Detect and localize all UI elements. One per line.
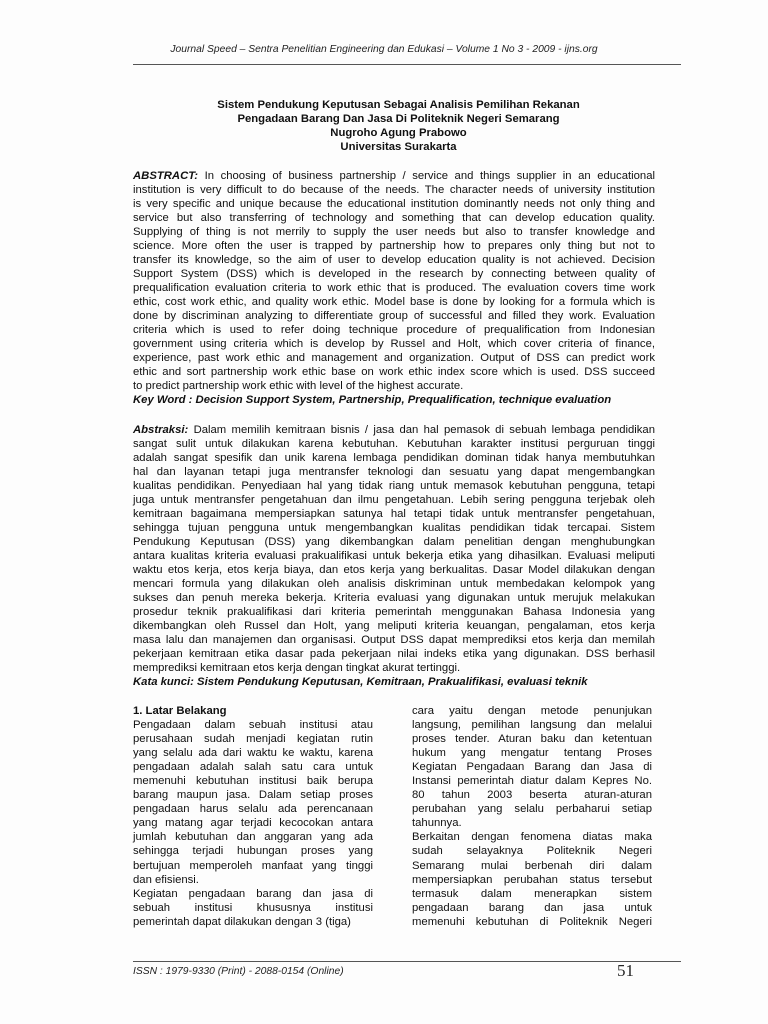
body-text-line: dan efisiensi. [133,873,199,886]
abstract-line: to predict partnership work ethic with level of the highest accurate. [133,380,464,392]
body-text-line: pemerintah dapat dilakukan dengan 3 (tiga) [133,915,351,928]
body-text-line: 80 tahun 2003 beserta aturan-aturan [412,789,652,802]
body-text-line: perubahan yang selalu perbaharui setiap [412,803,652,816]
body-text-line: Kegiatan pengadaan barang dan jasa di [133,887,373,900]
body-text-line: Semarang mulai berbenah diri dalam [412,859,652,872]
abstract-line: sehingga tujuan pengguna untuk mengembangkan kualitas pendidikan tidak tercapai. Sistem [133,522,655,534]
page-number: 51 [617,961,634,980]
body-text-line: hukum yang mengatur tentang Proses [412,747,652,760]
body-text-line: jumlah kebutuhan dan anggaran yang ada [133,831,373,844]
abstract-line: kemitraan bagaimana mempersiapkan satunya hal tetapi tidak untuk mentransfer pengetahuan, [133,508,655,520]
abstract-line: ethic, cost work ethic, and quality work ethic. Model base is done by looking for a formula which is [133,296,655,308]
abstract-line [133,423,655,437]
body-text-line: Berkaitan dengan fenomena diatas maka [412,831,652,844]
body-text-line: pengadaan harus selalu ada perencanaan [133,803,373,816]
abstract-line: government using criteria which is develop by Russel and Holt, which cover criteria of finance, [133,338,655,350]
body-text-line: mempersiapkan perubahan status tersebut [412,873,652,886]
title-block [133,98,664,154]
abstract-line: dikembangkan oleh Russel dan Holt, yang meliputi kriteria keuangan, pengalaman, etos kerja [133,620,655,632]
abstract-indonesian [133,423,655,689]
column-left [133,704,373,929]
abstract-line: ethic and sort partnership work ethic base on work ethic index score which is used. DSS succeed [133,366,655,378]
abstract-line: adalah sangat spesifik dan unik karena lembaga pendidikan dominan tidak hanya membutuhkan [133,452,655,464]
abstract-line: Support System (DSS) which is developed in the research by connecting between quality of [133,268,655,280]
abstract-line: mencari formula yang dilakukan oleh analisis diskriminan untuk membedakan kelompok yang [133,578,655,590]
section-heading: 1. Latar Belakang [133,705,227,717]
body-text-line: bertujuan memperoleh manfaat yang tinggi [133,859,373,872]
body-text-line: Pengadaan dalam sebuah institusi atau [133,719,373,732]
abstract-line: masa lalu dan manajemen dan organisasi. Output DSS dapat memprediksi etos kerja dan memilah [133,634,655,646]
paper-title-line-1: Sistem Pendukung Keputusan Sebagai Analisis Pemilihan Rekanan [217,99,580,111]
body-text-line: Kegiatan Pengadaan Barang dan Jasa di [412,761,652,774]
abstract-line: waktu etos kerja, etos kerja biaya, dan etos kerja yang berkualitas. Dasar Model dilakukan dengan [133,564,655,576]
abstract-line: criteria which is used to refer doing technique procedure of prequalification from Indonesian [133,324,655,336]
abstract-line: done by discriminan analyzing to differentiate group of successful and filled they work. Evaluation [133,310,655,322]
paper-title-line-2: Pengadaan Barang Dan Jasa Di Politeknik Negeri Semarang [237,113,560,125]
abstract-label: Abstraksi: [133,424,189,436]
abstract-line: service but also transferring of technology and something that can develop education quality. [133,212,655,224]
author-name: Nugroho Agung Prabowo [330,127,467,139]
abstract-english [133,169,655,407]
abstract-line: antara kualitas kriteria evaluasi prakualifikasi untuk bekerja etika yang dihasilkan. Evaluasi meliputi [133,550,655,562]
abstract-line: sangat sulit untuk dilakukan karena kebutuhan. Kebutuhan karakter institusi perguruan tinggi [133,438,655,450]
abstract-line: is very specific and unique because the educational institution dominantly needs not only thing and [133,198,655,210]
footer-rule [133,961,681,962]
body-text-line: yang selalu ada dari waktu ke waktu, karena [133,747,373,760]
body-text-line: barang maupun jasa. Dalam setiap proses [133,789,373,802]
abstract-label: ABSTRACT: [133,170,199,182]
body-text-line: memenuhi kebutuhan di Politeknik Negeri [412,915,652,928]
body-text-line: termasuk dalam menerapkan sistem [412,887,652,900]
abstract-line: Pendukung Keputusan (DSS) yang dikembangkan dalam penelitian dengan menghubungkan [133,536,655,548]
body-text-line: sehingga terjadi hubungan proses yang [133,845,373,858]
body-text-line: perusahaan sudah menjadi kegiatan rutin [133,733,373,746]
keywords-line: Key Word : Decision Support System, Partnership, Prequalification, technique evaluation [133,394,612,406]
abstract-line: pekerjaan kemitraan etika dasar pada pekerjaan nilai indeks etika yang digunakan. DSS berhasil [133,648,655,660]
abstract-line: kualitas pendidikan. Penyediaan hal yang tidak riang untuk memasok kebutuhan pengguna, tetapi [133,480,655,492]
footer-issn: ISSN : 1979-9330 (Print) - 2088-0154 (Online) [133,966,344,977]
abstract-line: memprediksi kemitraan etos kerja dengan tingkat akurat tertinggi. [133,662,461,674]
abstract-line: science. More often the user is trapped by partnership how to prepares only thing but not to [133,240,655,252]
author-affiliation: Universitas Surakarta [340,141,457,153]
keywords-line: Kata kunci: Sistem Pendukung Keputusan, Kemitraan, Prakualifikasi, evaluasi teknik [133,676,588,688]
body-text-line: proses tender. Aturan baku dan ketentuan [412,733,652,746]
body-text-line: Instansi pemerintah diatur dalam Kepres No. [412,775,652,788]
abstract-text: Dalam memilih kemitraan bisnis / jasa dan hal pemasok di sebuah lembaga pendidikan [188,424,655,436]
abstract-line: prequalification evaluation criteria to work ethic that is produced. The evaluation covers time work [133,282,655,294]
body-text-line: pengadaan adalah salah satu cara untuk [133,761,373,774]
abstract-line: Supplying of thing is not merrily to supply the user needs but also to transfer knowledge and [133,226,655,238]
column-right [412,704,652,929]
body-text-line: memenuhi kebutuhan institusi baik berupa [133,775,373,788]
abstract-line: sukses dan penuh mereka bekerja. Kriteria evaluasi yang digunakan untuk merujuk melakukan [133,592,655,604]
abstract-line: experience, past work ethic and management and organization. Output of DSS can predict work [133,352,655,364]
body-text-line: langsung, pemilihan langsung dan melalui [412,719,652,732]
body-text-line: pengadaan barang dan jasa untuk [412,901,652,914]
body-text-line: sebuah institusi khususnya institusi [133,901,373,914]
abstract-line: juga untuk mentransfer pengetahuan dan ilmu pengetahuan. Lebih sering pengguna terjebak oleh [133,494,655,506]
abstract-text: In choosing of business partnership / service and things supplier in an educational [198,170,655,182]
body-text-line: tahunnya. [412,817,462,830]
abstract-line: transfer its knowledge, so the aim of user to develop education quality is not achieved. Decision [133,254,655,266]
header-rule [133,64,681,65]
running-head: Journal Speed – Sentra Penelitian Engineering dan Edukasi – Volume 1 No 3 - 2009 - ijns.org [170,44,598,55]
abstract-line [133,169,655,183]
abstract-line: prosedur teknik prakualifikasi dari kriteria pemerintah menggunakan Bahasa Indonesia yang [133,606,655,618]
abstract-line: institution is very difficult to do because of the needs. The character needs of university institution [133,184,655,196]
abstract-line: hal dan layanan tetapi juga mentransfer teknologi dan sesuatu yang dapat mengembangkan [133,466,655,478]
body-text-line: yang matang agar terjadi kecocokan antara [133,817,373,830]
body-text-line: cara yaitu dengan metode penunjukan [412,705,652,717]
body-text-line: sudah selayaknya Politeknik Negeri [412,845,652,858]
